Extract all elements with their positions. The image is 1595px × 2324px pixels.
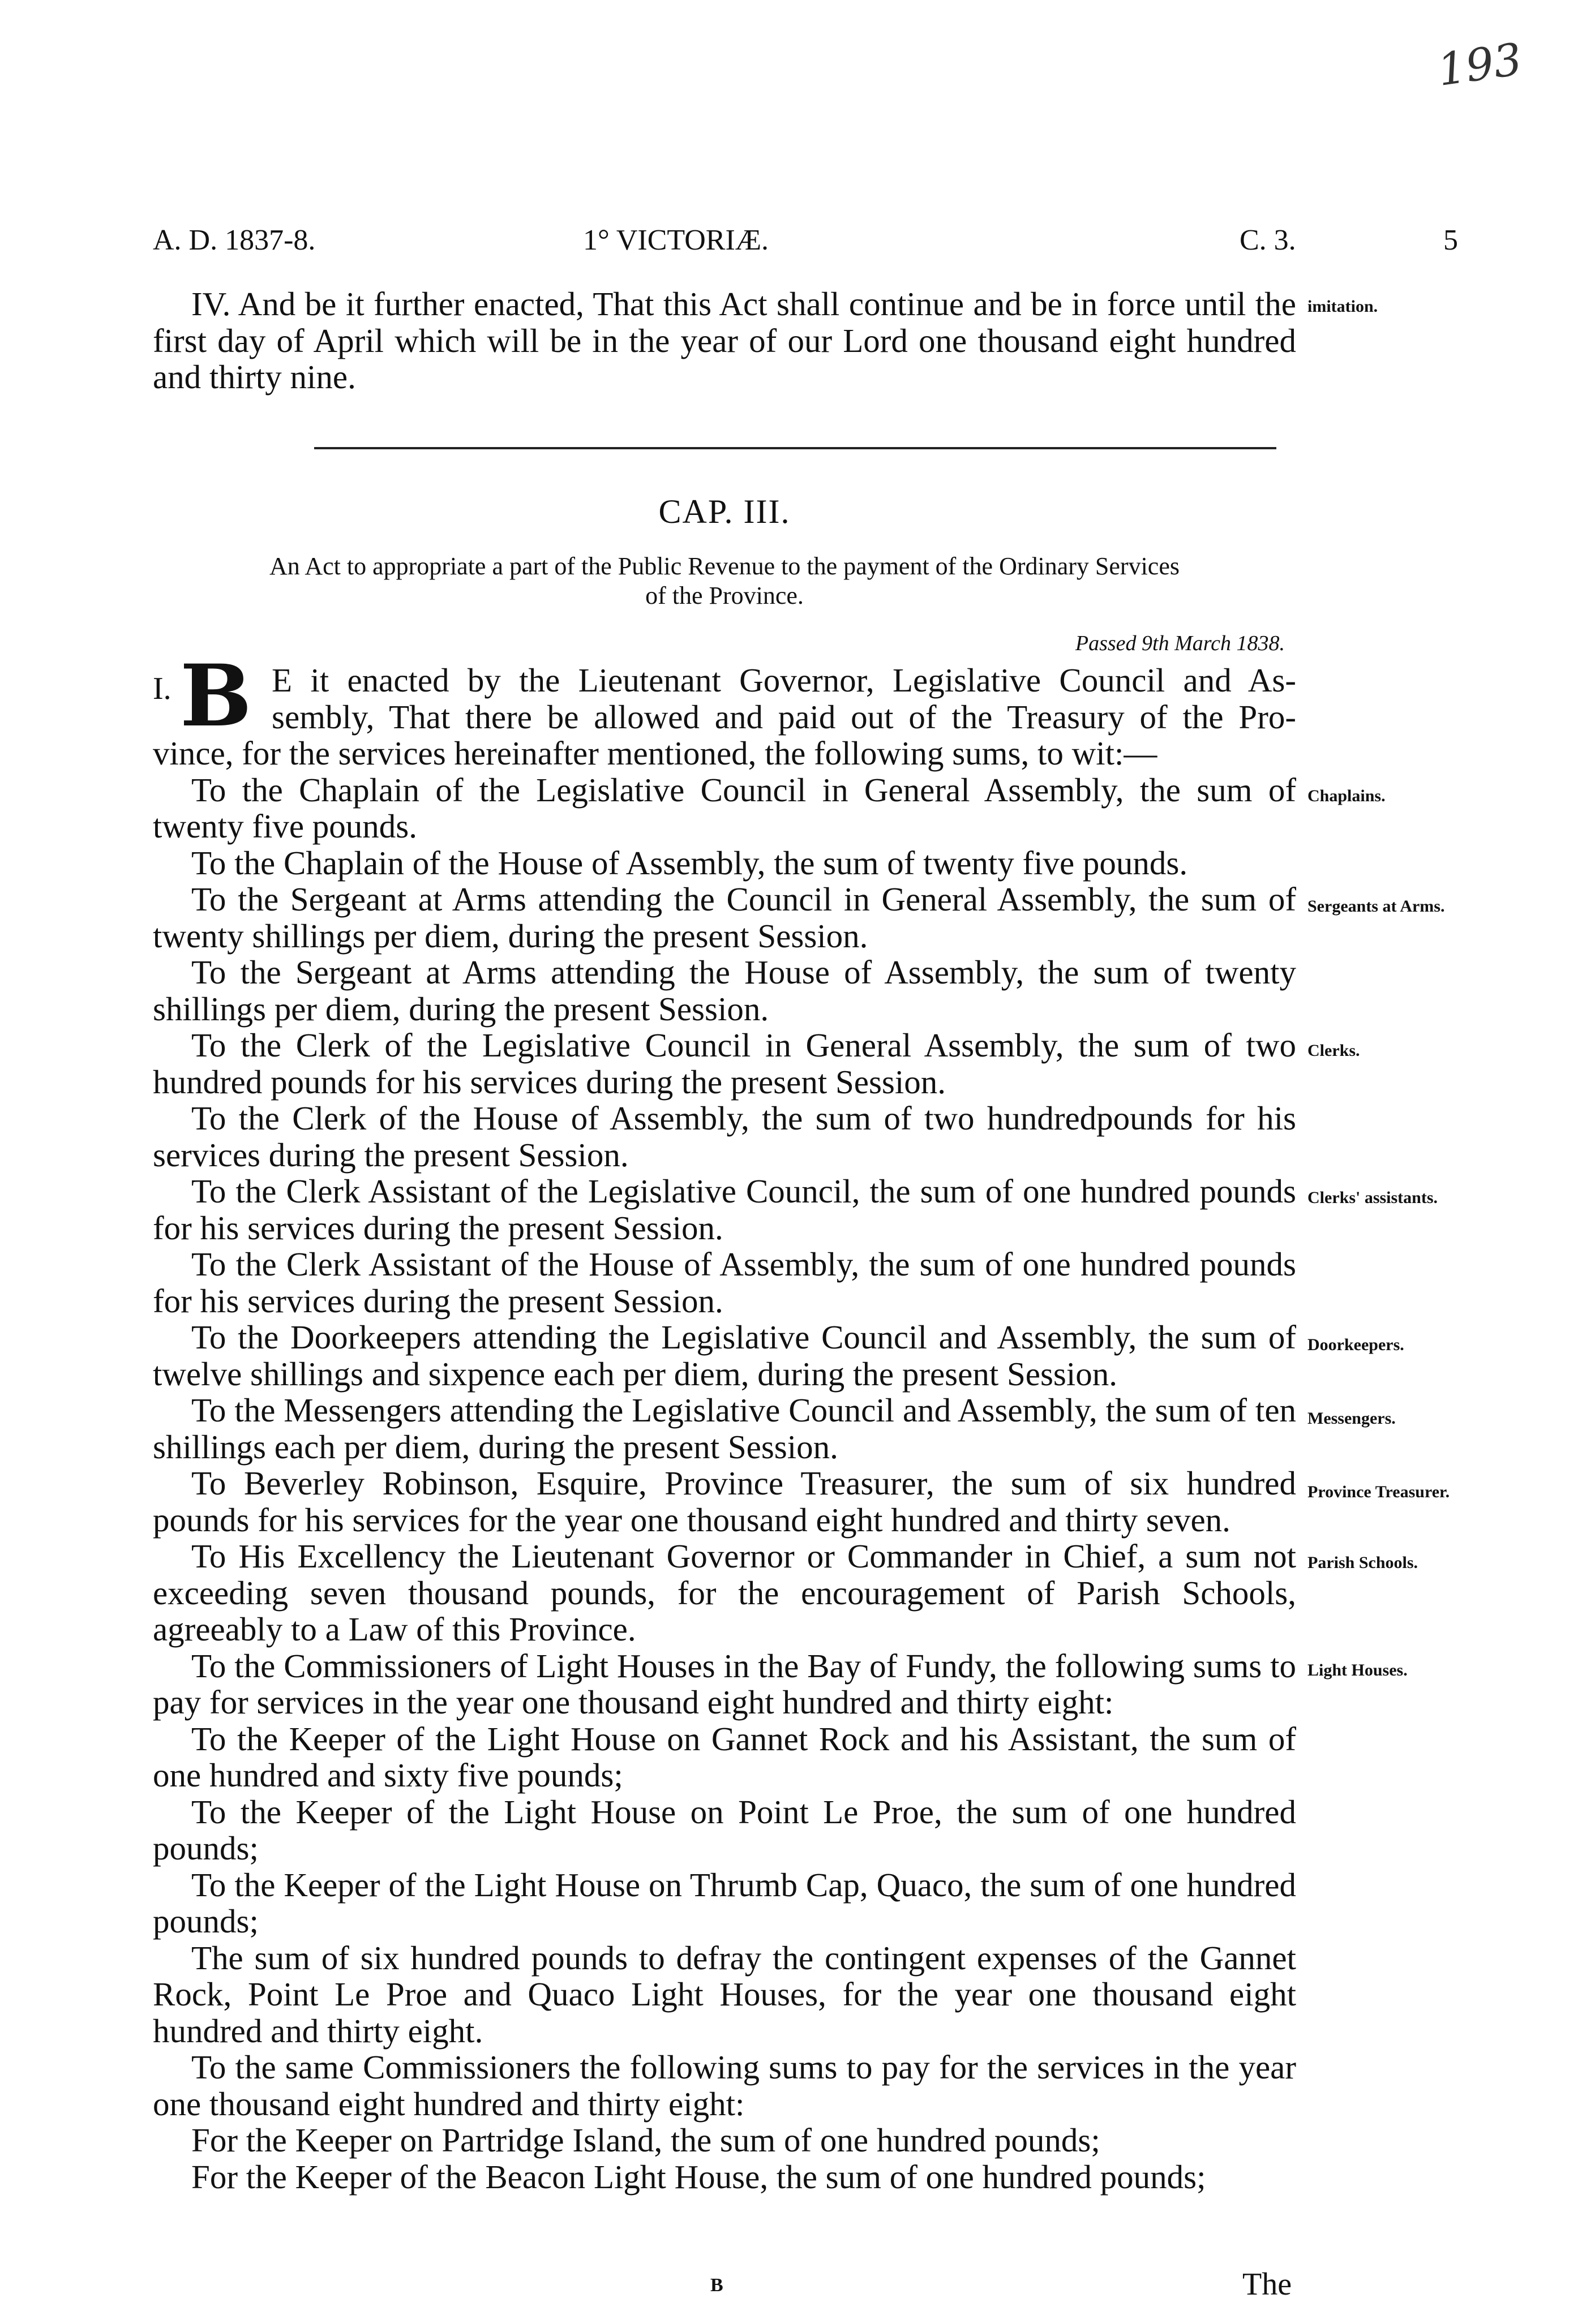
paragraph: To the Clerk of the House of Assembly, the sum of two hundredpounds for his services during the present Session. bbox=[153, 1099, 1296, 1174]
paragraph: To the Chaplain of the House of Assembly, the sum of twenty five pounds. bbox=[191, 844, 1188, 882]
section-1-rest: vince, for the services hereinafter mentioned, the following sums, to wit:— bbox=[153, 734, 1157, 772]
chapter-title: CAP. III. bbox=[658, 493, 791, 530]
margin-note-limitation: imitation. bbox=[1307, 297, 1378, 316]
paragraph: To the Keeper of the Light House on Thrumb Cap, Quaco, the sum of one hundred pounds; bbox=[153, 1866, 1296, 1940]
passed-date-text: Passed 9th March 1838. bbox=[1075, 632, 1285, 655]
paragraph: To the Sergeant at Arms attending the Council in General Assembly, the sum of twenty shillings per diem, during the present Session. bbox=[153, 880, 1296, 955]
margin-note-clerks: Clerks. bbox=[1307, 1041, 1360, 1060]
margin-note-doorkeepers: Doorkeepers. bbox=[1307, 1335, 1404, 1354]
section-1-label: I. bbox=[153, 671, 171, 706]
paragraph: To the Keeper of the Light House on Gannet Rock and his Assistant, the sum of one hundred and sixty five pounds; bbox=[153, 1720, 1296, 1794]
act-title-line-1: An Act to appropriate a part of the Public Revenue to the payment of the Ordinary Services bbox=[269, 552, 1180, 580]
section-divider bbox=[314, 447, 1276, 449]
paragraph: To the Doorkeepers attending the Legislative Council and Assembly, the sum of twelve shillings and sixpence each per diem, during the present Session. bbox=[153, 1318, 1296, 1393]
paragraph: For the Keeper on Partridge Island, the sum of one hundred pounds; bbox=[191, 2121, 1100, 2159]
paragraph: To the Sergeant at Arms attending the House of Assembly, the sum of twenty shillings per diem, during the present Session. bbox=[153, 953, 1296, 1028]
drop-capital: B bbox=[180, 646, 252, 746]
paragraph: To the Keeper of the Light House on Point Le Proe, the sum of one hundred pounds; bbox=[153, 1793, 1296, 1867]
header-reign: 1° VICTORIÆ. bbox=[583, 224, 769, 256]
section-1-line-1: E it enacted by the Lieutenant Governor, Legislative Council and As- bbox=[272, 661, 1296, 699]
paragraph: To the Chaplain of the Legislative Council in General Assembly, the sum of twenty five pounds. bbox=[153, 771, 1296, 845]
header-page-number: 5 bbox=[1443, 224, 1458, 256]
section-4 bbox=[153, 286, 1296, 396]
margin-note-light-houses: Light Houses. bbox=[1307, 1661, 1408, 1679]
margin-note-sergeants: Sergeants at Arms. bbox=[1307, 897, 1445, 916]
folio-number: 193 bbox=[1434, 34, 1525, 96]
paragraph: To the Clerk Assistant of the Legislative Council, the sum of one hundred pounds for his services during the present Session. bbox=[153, 1172, 1296, 1247]
catchword: The bbox=[1242, 2267, 1292, 2302]
act-title bbox=[153, 552, 1296, 611]
passed-date bbox=[153, 631, 1285, 656]
header-year: A. D. 1837-8. bbox=[153, 224, 316, 256]
paragraph: To His Excellency the Lieutenant Governor or Commander in Chief, a sum not exceeding seven thousand pounds, for the encouragement of Parish Schools, agreeably to a Law of this Province. bbox=[153, 1537, 1296, 1648]
margin-note-clerks-assistants: Clerks' assistants. bbox=[1307, 1188, 1438, 1207]
margin-note-messengers: Messengers. bbox=[1307, 1409, 1396, 1428]
section-1-body bbox=[153, 735, 1296, 2195]
signature-mark: B bbox=[710, 2275, 723, 2296]
paragraph: For the Keeper of the Beacon Light House, the sum of one hundred pounds; bbox=[191, 2158, 1206, 2196]
paragraph: To the Messengers attending the Legislative Council and Assembly, the sum of ten shillings each per diem, during the present Session. bbox=[153, 1391, 1296, 1466]
act-title-line-2: of the Province. bbox=[645, 582, 804, 609]
margin-note-chaplains: Chaplains. bbox=[1307, 787, 1386, 805]
running-header bbox=[153, 224, 1472, 263]
paragraph: To the Clerk of the Legislative Council in General Assembly, the sum of two hundred pounds for his services during the present Session. bbox=[153, 1026, 1296, 1101]
section-1-line-2: sembly, That there be allowed and paid out of the Treasury of the Pro- bbox=[272, 698, 1296, 736]
header-chapter: C. 3. bbox=[1240, 224, 1296, 256]
paragraph: To the Clerk Assistant of the House of Assembly, the sum of one hundred pounds for his services during the present Session. bbox=[153, 1245, 1296, 1320]
section-1-opening bbox=[272, 662, 1296, 735]
paragraph: To the Commissioners of Light Houses in the Bay of Fundy, the following sums to pay for services in the year one thousand eight hundred and thirty eight: bbox=[153, 1647, 1296, 1721]
margin-note-parish-schools: Parish Schools. bbox=[1307, 1553, 1418, 1572]
paragraph: The sum of six hundred pounds to defray the contingent expenses of the Gannet Rock, Point Le Proe and Quaco Light Houses, for the year one thousand eight hundred and thirty eight. bbox=[153, 1939, 1296, 2050]
section-4-text: IV. And be it further enacted, That this Act shall continue and be in force until the first day of April which will be in the year of our Lord one thousand eight hundred and thirty nine. bbox=[153, 285, 1296, 396]
margin-note-treasurer: Province Treasurer. bbox=[1307, 1483, 1450, 1501]
paragraph: To the same Commissioners the following sums to pay for the services in the year one thousand eight hundred and thirty eight: bbox=[153, 2048, 1296, 2123]
paragraph: To Beverley Robinson, Esquire, Province Treasurer, the sum of six hundred pounds for his services for the year one thousand eight hundred and thirty seven. bbox=[153, 1464, 1296, 1539]
